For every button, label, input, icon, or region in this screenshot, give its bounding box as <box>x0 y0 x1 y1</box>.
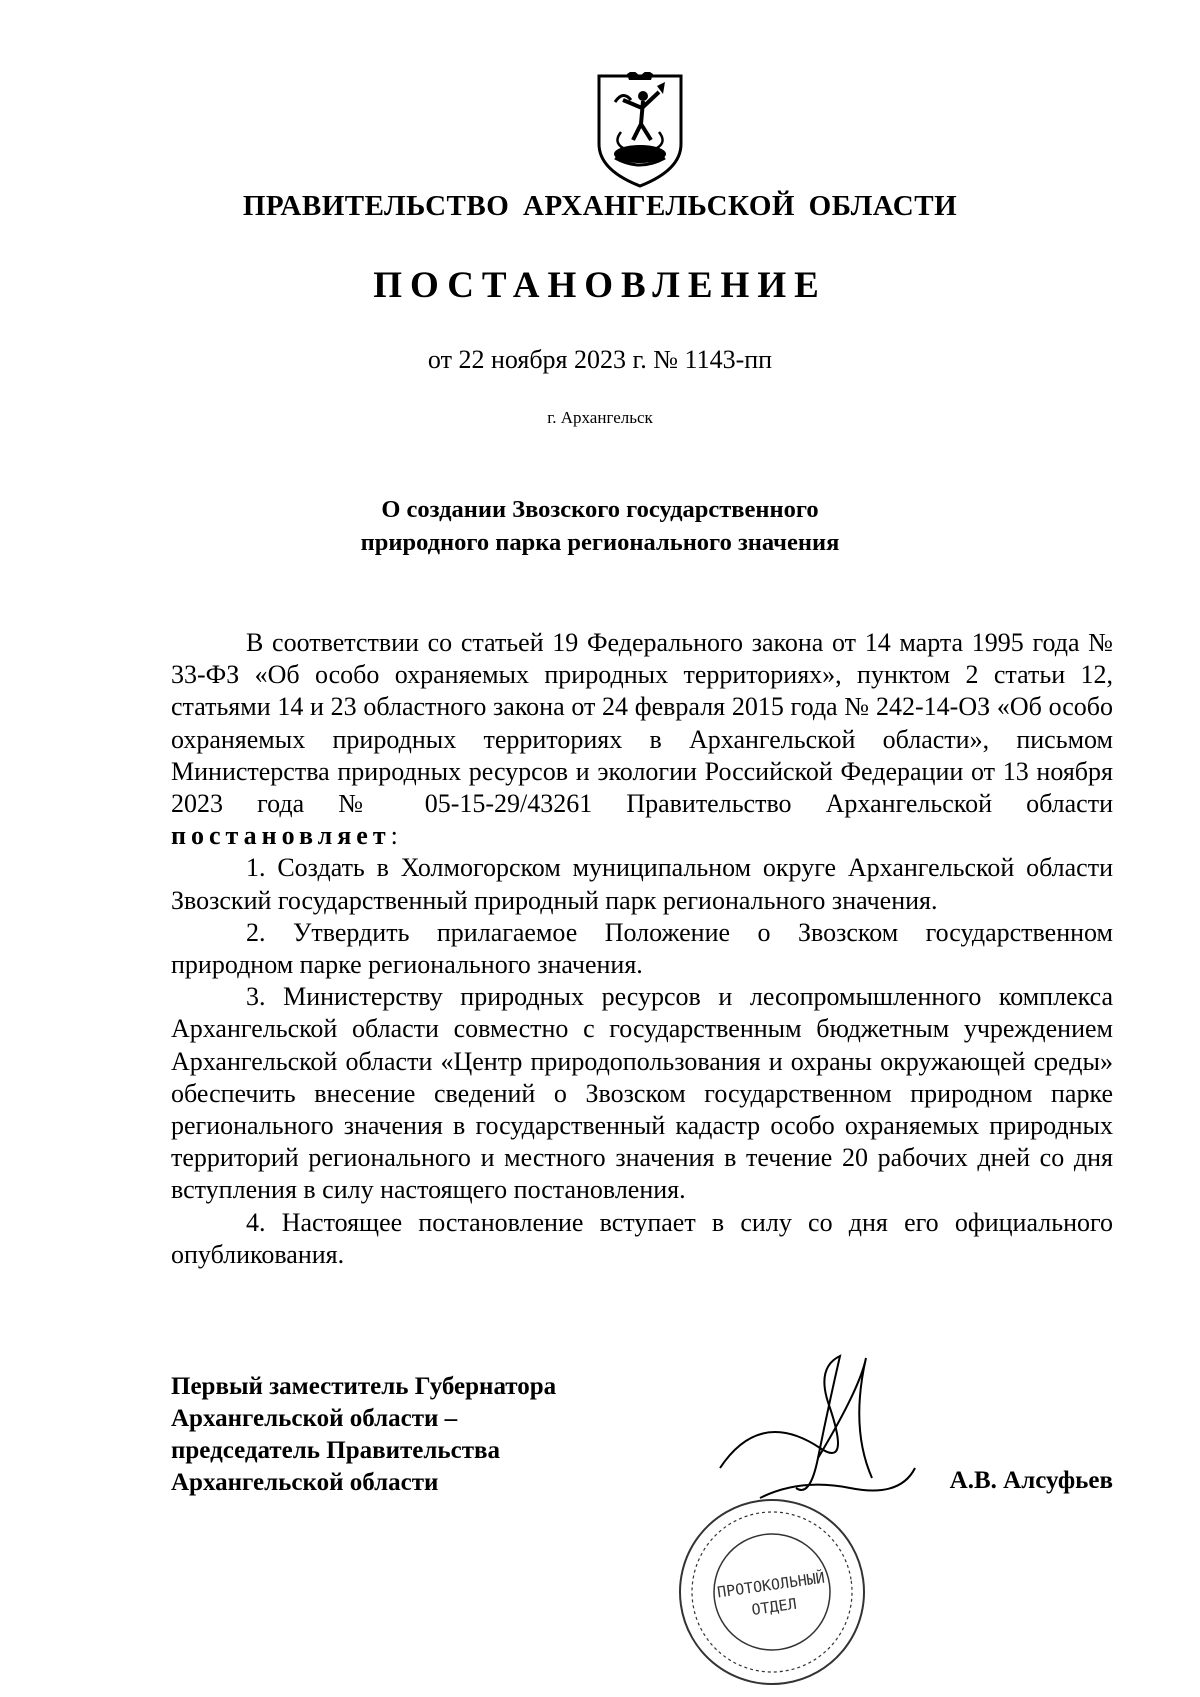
preamble-paragraph <box>171 627 1113 852</box>
seal-text-line-1: ПРОТОКОЛЬНЫЙ <box>716 1568 826 1602</box>
document-title <box>0 493 1200 559</box>
document-body <box>171 627 1113 1271</box>
title-line-1: О создании Звозского государственного <box>381 496 819 523</box>
title-line-2: природного парка регионального значения <box>360 529 840 556</box>
city: г. Архангельск <box>547 408 653 427</box>
signer-position-line-4: Архангельской области <box>171 1469 439 1496</box>
signer-position <box>171 1371 556 1499</box>
preamble-text: В соответствии со статьей 19 Федерального закона от 14 марта 1995 года № 33-ФЗ «Об особо охраняемых природных территориях», пунктом 2 статьи 12, статьями 14 и 23 областного закона от 24 февраля 2015 года № 242-14-ОЗ «Об особо охраняемых природных территориях в Архангельской области», письмом Министерства природных ресурсов и экологии Российской Федерации от 13 ноября 2023 года № 05-15-29/43261 Правительство Архангельской области <box>171 628 1113 819</box>
item-1: 1. Создать в Холмогорском муниципальном округе Архангельской области Звозский государственный природный парк регионального значения. <box>171 853 1113 915</box>
item-2: 2. Утвердить прилагаемое Положение о Звозском государственном природном парке регионального значения. <box>171 917 1113 980</box>
official-seal <box>672 1492 872 1692</box>
signer-position-line-1: Первый заместитель Губернатора <box>171 1373 557 1400</box>
document-type: ПОСТАНОВЛЕНИЕ <box>373 265 827 306</box>
preamble-colon: : <box>390 821 398 851</box>
signer-position-line-2: Архангельской области – <box>171 1405 458 1432</box>
organization-name: ПРАВИТЕЛЬСТВО АРХАНГЕЛЬСКОЙ ОБЛАСТИ <box>242 190 958 222</box>
seal-text-line-2: ОТДЕЛ <box>750 1594 798 1619</box>
signer-name: А.В. Алсуфьев <box>949 1467 1113 1494</box>
signer-position-line-3: председатель Правительства <box>171 1437 501 1464</box>
date-and-number: от 22 ноября 2023 г. № 1143-пп <box>427 345 773 374</box>
item-3: 3. Министерству природных ресурсов и лесопромышленного комплекса Архангельской области совместно с государственным бюджетным учреждением Архангельской области «Центр природопользования и охраны окружающей среды» обеспечить внесение сведений о Звозском государственном природном парке регионального значения в государственный кадастр особо охраняемых природных территорий регионального и местного значения в течение 20 рабочих дней со дня вступления в силу настоящего постановления. <box>171 982 1113 1205</box>
item-4: 4. Настоящее постановление вступает в силу со дня его официального опубликования. <box>171 1207 1113 1269</box>
coat-of-arms-icon <box>593 72 687 188</box>
decree-word: постановляет <box>171 821 391 851</box>
